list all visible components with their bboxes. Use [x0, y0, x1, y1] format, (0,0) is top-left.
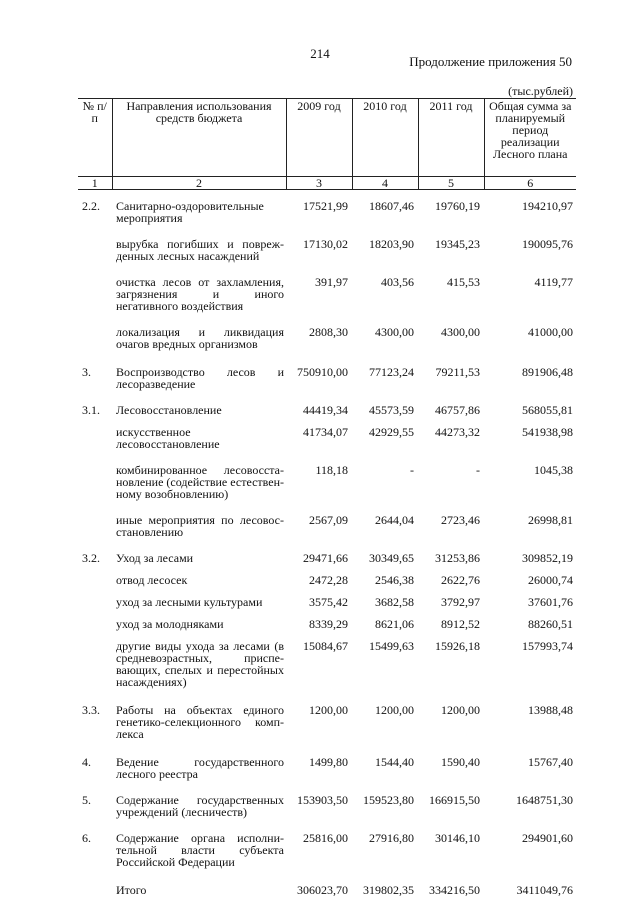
table-row — [78, 640, 576, 688]
table-body — [78, 190, 576, 897]
value-2010: 159523,80 — [363, 793, 414, 807]
column-number: 5 — [418, 177, 484, 190]
row-spacer — [78, 740, 576, 756]
row-number — [78, 326, 112, 350]
value-total: 1648751,30 — [516, 793, 573, 807]
row-name: Санитарно-оздоровительные мероприятия — [116, 199, 264, 225]
value-total: 294901,60 — [522, 831, 573, 845]
value-total: 13988,48 — [528, 703, 573, 717]
row-number: 3.1. — [82, 403, 100, 417]
column-number: 6 — [484, 177, 576, 190]
row-number: 3.3. — [82, 703, 100, 717]
table-row — [78, 404, 576, 416]
value-2009: 8339,29 — [309, 617, 348, 631]
value-2009: 306023,70 — [297, 883, 348, 897]
column-header: 2010 год — [352, 99, 418, 177]
value-2010: 8621,06 — [375, 617, 414, 631]
row-spacer-cell — [78, 224, 576, 238]
value-2011: 1200,00 — [441, 703, 480, 717]
value-2011: 44273,32 — [435, 425, 480, 439]
row-name: Ведение государственного лесного реестра — [116, 755, 284, 781]
value-2010: 77123,24 — [369, 365, 414, 379]
row-name: Работы на объектах единого генетико-селекционного комплекса — [116, 703, 284, 741]
row-spacer-cell — [78, 262, 576, 276]
row-name: искусственное лесовосстановление — [116, 425, 220, 451]
table-row — [78, 552, 576, 564]
value-total: 37601,76 — [528, 595, 573, 609]
value-total: 26000,74 — [528, 573, 573, 587]
row-number — [78, 574, 112, 586]
table-row — [78, 464, 576, 500]
budget-table — [78, 98, 576, 896]
value-2009: 29471,66 — [303, 551, 348, 565]
column-number: 4 — [352, 177, 418, 190]
value-total: 190095,76 — [522, 237, 573, 251]
row-spacer-cell — [78, 500, 576, 514]
row-number — [78, 238, 112, 262]
value-2010: 2546,38 — [375, 573, 414, 587]
value-total: 41000,00 — [528, 325, 573, 339]
row-number — [78, 276, 112, 312]
value-total: 157993,74 — [522, 639, 573, 653]
row-spacer-cell — [78, 868, 576, 884]
value-2010: 4300,00 — [375, 325, 414, 339]
row-number — [78, 640, 112, 688]
value-2010: 18203,90 — [369, 237, 414, 251]
row-name: Воспроизводство лесов и лесоразведение — [116, 365, 284, 391]
row-number — [78, 514, 112, 538]
row-spacer — [78, 312, 576, 326]
value-total: 4119,77 — [534, 275, 573, 289]
row-number — [78, 426, 112, 450]
column-header: № п/п — [78, 99, 112, 177]
row-name: отвод лесосек — [116, 573, 188, 587]
row-number — [78, 596, 112, 608]
value-total: 194210,97 — [522, 199, 573, 213]
row-name: Содержание государственных учреждений (лесничеств) — [116, 793, 284, 819]
row-name: очистка лесов от захламления, загрязнения и иного негативного воздействия — [116, 275, 284, 313]
row-spacer-cell — [78, 538, 576, 552]
value-2009: 391,97 — [315, 275, 348, 289]
column-number: 2 — [112, 177, 286, 190]
value-2009: 750910,00 — [297, 365, 348, 379]
row-spacer-cell — [78, 390, 576, 404]
row-spacer — [78, 688, 576, 704]
row-number — [78, 464, 112, 500]
table-row — [78, 574, 576, 586]
row-name: Уход за лесами — [116, 551, 194, 565]
row-name: другие виды ухода за лесами (в средневозрастных, приспевающих, спелых и перестойных насаждениях) — [116, 639, 284, 689]
row-name: Содержание органа исполнительной власти субъекта Российской Федерации — [116, 831, 284, 869]
value-2010: 27916,80 — [369, 831, 414, 845]
value-2011: - — [476, 463, 480, 477]
table-row — [78, 596, 576, 608]
table-row — [78, 366, 576, 390]
row-name: Итого — [116, 883, 147, 897]
value-2009: 1499,80 — [309, 755, 348, 769]
row-name: Лесовосстановление — [116, 403, 222, 417]
value-2009: 118,18 — [315, 463, 348, 477]
row-spacer — [78, 538, 576, 552]
value-2011: 3792,97 — [441, 595, 480, 609]
value-2010: 42929,55 — [369, 425, 414, 439]
row-name: иные мероприятия по лесовосстановлению — [116, 513, 284, 539]
value-2011: 1590,40 — [441, 755, 480, 769]
value-2010: 30349,65 — [369, 551, 414, 565]
table-row — [78, 200, 576, 224]
row-spacer-cell — [78, 818, 576, 832]
value-2011: 8912,52 — [441, 617, 480, 631]
value-2009: 153903,50 — [297, 793, 348, 807]
value-total: 88260,51 — [528, 617, 573, 631]
row-name: уход за лесными культурами — [116, 595, 263, 609]
value-2011: 79211,53 — [435, 365, 480, 379]
row-number: 5. — [82, 793, 91, 807]
row-spacer — [78, 780, 576, 794]
value-total: 541938,98 — [522, 425, 573, 439]
column-number-row — [78, 177, 576, 190]
row-number: 6. — [82, 831, 91, 845]
row-spacer — [78, 390, 576, 404]
table-row — [78, 704, 576, 740]
value-2011: 2622,76 — [441, 573, 480, 587]
row-spacer — [78, 868, 576, 884]
column-number: 1 — [78, 177, 112, 190]
value-2010: 18607,46 — [369, 199, 414, 213]
value-2010: 45573,59 — [369, 403, 414, 417]
row-number: 3.2. — [82, 551, 100, 565]
table-header-row — [78, 99, 576, 177]
row-number: 2.2. — [82, 199, 100, 213]
table-row — [78, 794, 576, 818]
row-spacer-cell — [78, 450, 576, 464]
value-total: 26998,81 — [528, 513, 573, 527]
appendix-continuation: Продолжение приложения 50 — [409, 54, 572, 69]
value-2009: 2472,28 — [309, 573, 348, 587]
row-spacer-cell — [78, 350, 576, 366]
value-total: 15767,40 — [528, 755, 573, 769]
column-number: 3 — [286, 177, 352, 190]
value-total: 568055,81 — [522, 403, 573, 417]
value-2009: 2567,09 — [309, 513, 348, 527]
row-number — [78, 884, 112, 896]
row-spacer — [78, 500, 576, 514]
value-total: 891906,48 — [522, 365, 573, 379]
value-2011: 31253,86 — [435, 551, 480, 565]
value-2011: 19345,23 — [435, 237, 480, 251]
row-spacer — [78, 818, 576, 832]
row-number: 4. — [82, 755, 91, 769]
row-spacer — [78, 450, 576, 464]
value-2011: 30146,10 — [435, 831, 480, 845]
row-name: вырубка погибших и поврежденных лесных насаждений — [116, 237, 284, 263]
table-row — [78, 238, 576, 262]
value-2009: 1200,00 — [309, 703, 348, 717]
row-name: уход за молодняками — [116, 617, 224, 631]
value-2011: 2723,46 — [441, 513, 480, 527]
value-2009: 25816,00 — [303, 831, 348, 845]
value-2011: 19760,19 — [435, 199, 480, 213]
page-number: 214 — [310, 46, 330, 61]
value-2009: 15084,67 — [303, 639, 348, 653]
column-header: Общая сумма за планируемый период реализации Лесного плана — [484, 99, 576, 177]
row-spacer-cell — [78, 312, 576, 326]
value-2010: - — [410, 463, 414, 477]
value-2010: 403,56 — [381, 275, 414, 289]
row-spacer-cell — [78, 740, 576, 756]
value-2010: 3682,58 — [375, 595, 414, 609]
value-2009: 17521,99 — [303, 199, 348, 213]
value-2009: 2808,30 — [309, 325, 348, 339]
table-row — [78, 832, 576, 868]
table-row — [78, 756, 576, 780]
value-2011: 415,53 — [447, 275, 480, 289]
value-2010: 1200,00 — [375, 703, 414, 717]
value-total: 1045,38 — [534, 463, 573, 477]
row-number — [78, 618, 112, 630]
row-name: комбинированное лесовосстановление (содействие естественному возобновлению) — [116, 463, 284, 501]
row-spacer-cell — [78, 780, 576, 794]
row-spacer — [78, 262, 576, 276]
row-spacer — [78, 224, 576, 238]
value-2010: 319802,35 — [363, 883, 414, 897]
value-2011: 46757,86 — [435, 403, 480, 417]
table-row — [78, 276, 576, 312]
table-row — [78, 514, 576, 538]
value-total: 309852,19 — [522, 551, 573, 565]
row-number: 3. — [82, 365, 91, 379]
value-2010: 15499,63 — [369, 639, 414, 653]
value-2009: 17130,02 — [303, 237, 348, 251]
value-2009: 44419,34 — [303, 403, 348, 417]
row-spacer — [78, 350, 576, 366]
value-2011: 4300,00 — [441, 325, 480, 339]
units-label: (тыс.рублей) — [508, 84, 573, 98]
table-row — [78, 618, 576, 630]
value-2009: 3575,42 — [309, 595, 348, 609]
value-total: 3411049,76 — [516, 883, 573, 897]
value-2011: 334216,50 — [429, 883, 480, 897]
column-header: 2011 год — [418, 99, 484, 177]
column-header: 2009 год — [286, 99, 352, 177]
table-row — [78, 326, 576, 350]
value-2011: 166915,50 — [429, 793, 480, 807]
value-2010: 2644,04 — [375, 513, 414, 527]
table-row — [78, 426, 576, 450]
column-header: Направления использования средств бюджета — [112, 99, 286, 177]
value-2011: 15926,18 — [435, 639, 480, 653]
value-2009: 41734,07 — [303, 425, 348, 439]
row-spacer-cell — [78, 688, 576, 704]
value-2010: 1544,40 — [375, 755, 414, 769]
table-row — [78, 884, 576, 896]
row-name: локализация и ликвидация очагов вредных организмов — [116, 325, 284, 351]
